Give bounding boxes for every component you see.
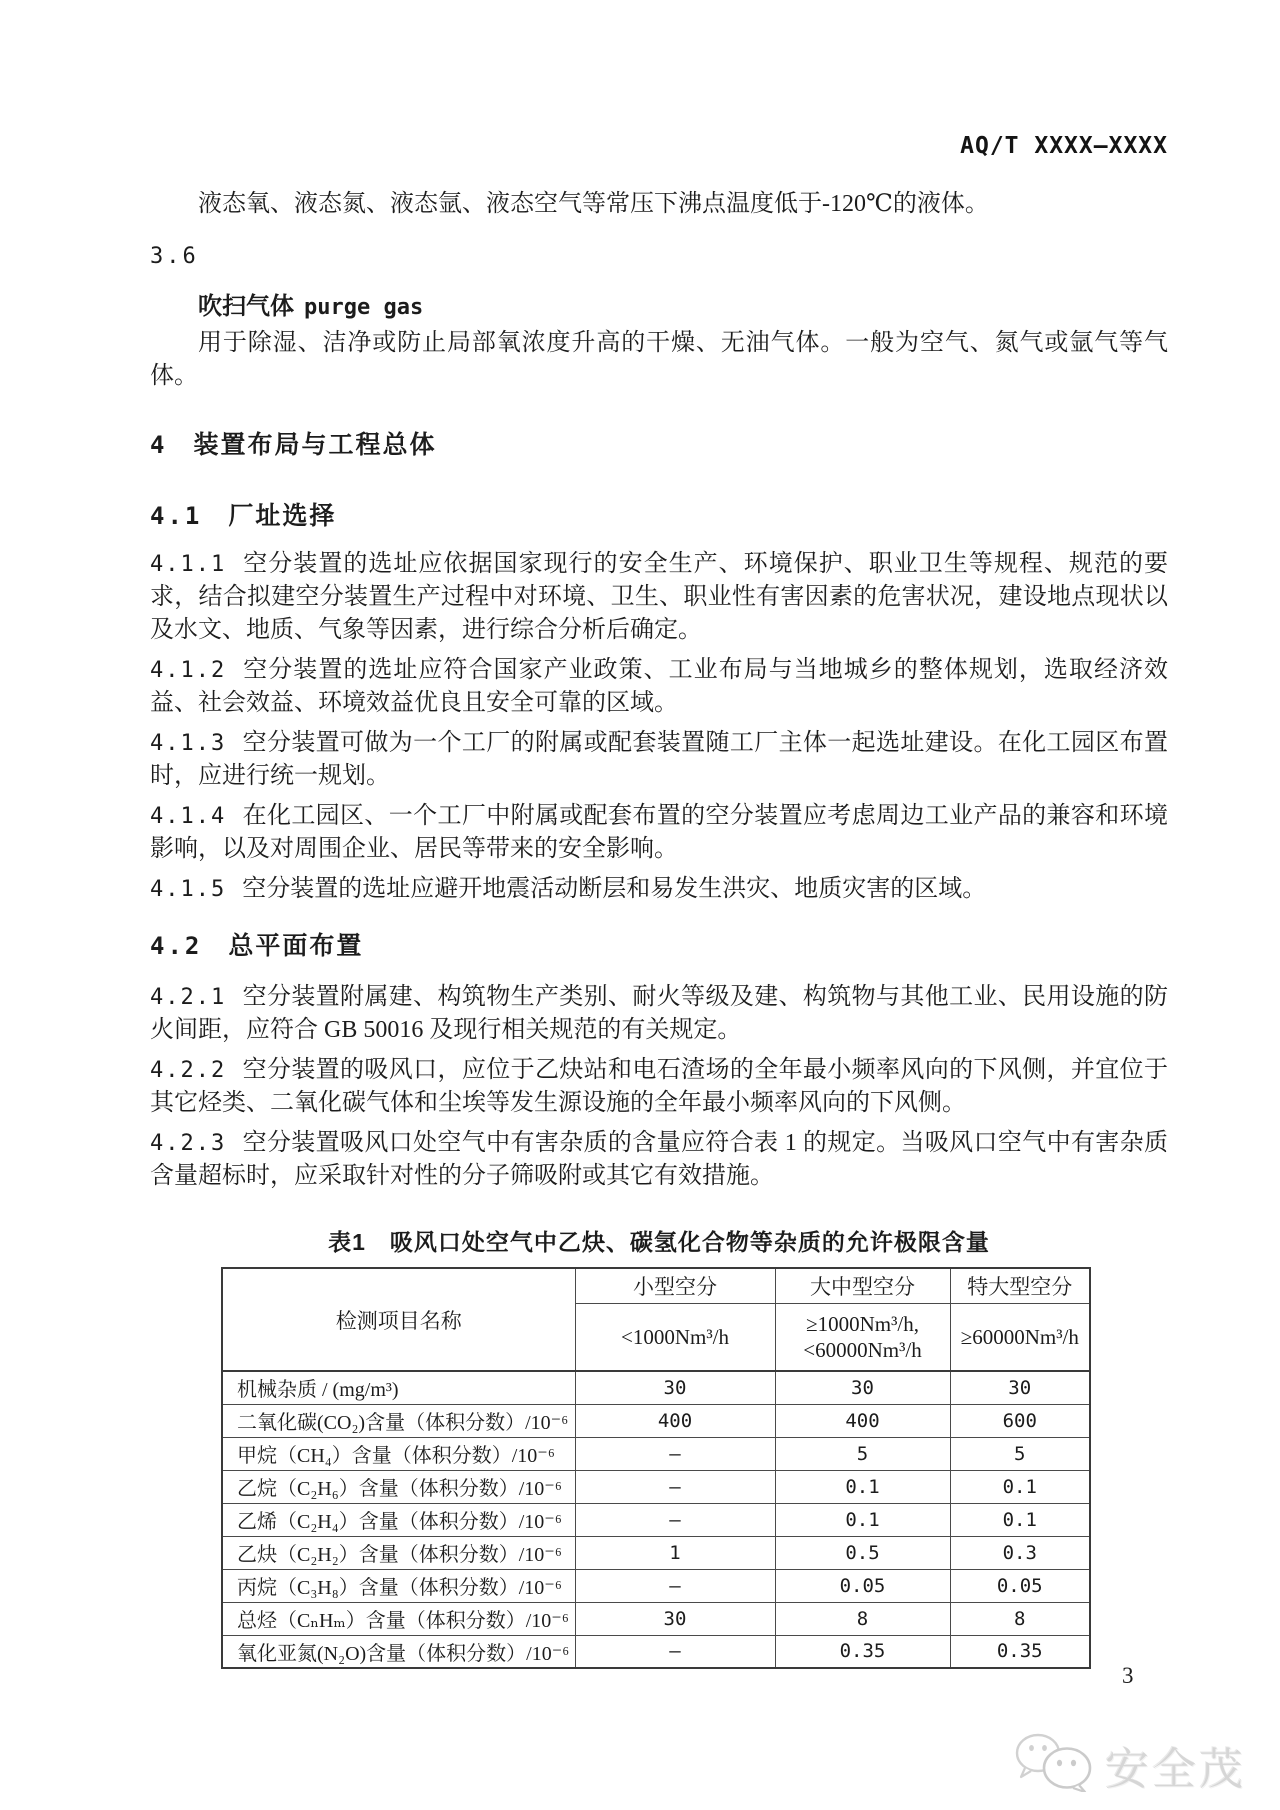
clause-number: 4.1.3	[150, 731, 227, 756]
row-value-medium: 0.05	[775, 1569, 950, 1602]
row-value-xlarge: 30	[950, 1371, 1090, 1404]
row-item-label: 丙烷（C₃H₈）含量（体积分数）/10⁻⁶	[222, 1569, 575, 1602]
row-value-medium: 8	[775, 1602, 950, 1635]
row-value-medium: 0.5	[775, 1536, 950, 1569]
row-item-label: 乙烯（C₂H₄）含量（体积分数）/10⁻⁶	[222, 1503, 575, 1536]
clause-text: 在化工园区、一个工厂中附属或配套布置的空分装置应考虑周边工业产品的兼容和环境影响，以及对周围企业、居民等带来的安全影响。	[150, 803, 1168, 862]
table-header	[222, 1268, 1090, 1371]
clause-4-1-1	[150, 548, 1168, 647]
column-header-small: 小型空分	[575, 1268, 775, 1303]
row-item-label: 乙炔（C₂H₂）含量（体积分数）/10⁻⁶	[222, 1536, 575, 1569]
term-line	[150, 290, 1168, 324]
clause-number: 4.1.1	[150, 552, 227, 577]
row-value-small: –	[575, 1635, 775, 1668]
row-value-xlarge: 0.1	[950, 1470, 1090, 1503]
clause-text: 空分装置的选址应依据国家现行的安全生产、环境保护、职业卫生等规程、规范的要求，结合拟建空分装置生产过程中对环境、卫生、职业性有害因素的危害状况，建设地点现状以及水文、地质、气象等因素，进行综合分析后确定。	[150, 551, 1168, 643]
section-4-1-heading	[150, 498, 1168, 535]
clause-3-6-number: 3.6	[150, 244, 199, 269]
table-row	[222, 1635, 1090, 1668]
table-row	[222, 1569, 1090, 1602]
row-value-medium: 0.1	[775, 1470, 950, 1503]
table-row	[222, 1470, 1090, 1503]
clause-4-1-2	[150, 654, 1168, 720]
clause-text: 空分装置的选址应符合国家产业政策、工业布局与当地城乡的整体规划，选取经济效益、社会效益、环境效益优良且安全可靠的区域。	[150, 657, 1168, 716]
table-1-impurity-limits	[221, 1267, 1091, 1669]
row-value-xlarge: 600	[950, 1404, 1090, 1437]
clause-4-2-2	[150, 1054, 1168, 1120]
clause-number: 4.1.4	[150, 804, 227, 829]
row-item-label: 乙烷（C₂H₆）含量（体积分数）/10⁻⁶	[222, 1470, 575, 1503]
chapter-4-heading	[150, 427, 1168, 464]
row-value-medium: 5	[775, 1437, 950, 1470]
row-item-label: 二氧化碳(CO₂)含量（体积分数）/10⁻⁶	[222, 1404, 575, 1437]
range-xlarge: ≥60000Nm³/h	[950, 1303, 1090, 1371]
row-value-medium: 400	[775, 1404, 950, 1437]
range-medium-line2: <60000Nm³/h	[803, 1337, 922, 1362]
table-header-row-types	[222, 1268, 1090, 1303]
clause-text: 空分装置附属建、构筑物生产类别、耐火等级及建、构筑物与其他工业、民用设施的防火间距，应符合 GB 50016 及现行相关规范的有关规定。	[150, 984, 1168, 1043]
wechat-bubbles-icon	[1011, 1730, 1097, 1799]
row-value-xlarge: 0.1	[950, 1503, 1090, 1536]
row-value-xlarge: 8	[950, 1602, 1090, 1635]
row-value-small: 30	[575, 1602, 775, 1635]
term-name-zh: 吹扫气体	[198, 293, 294, 320]
range-medium-line1: ≥1000Nm³/h,	[806, 1311, 919, 1336]
clause-4-1-4	[150, 800, 1168, 866]
clause-4-2-1	[150, 981, 1168, 1047]
watermark-text: 安全茂	[1105, 1744, 1246, 1794]
section-4-2-heading	[150, 928, 1168, 965]
table-body	[222, 1371, 1090, 1668]
table-row	[222, 1404, 1090, 1437]
section-number: 4.1	[150, 502, 203, 530]
row-value-small: –	[575, 1503, 775, 1536]
doc-code-header: AQ/T XXXX—XXXX	[960, 133, 1168, 159]
clause-text: 空分装置可做为一个工厂的附属或配套装置随工厂主体一起选址建设。在化工园区布置时，应进行统一规划。	[150, 730, 1168, 789]
term-definition-paragraph: 用于除湿、洁净或防止局部氧浓度升高的干燥、无油气体。一般为空气、氮气或氩气等气体。	[150, 330, 1168, 389]
term-name-en: purge gas	[304, 295, 424, 320]
table-row	[222, 1602, 1090, 1635]
clause-number: 4.2.1	[150, 985, 227, 1010]
row-value-small: –	[575, 1470, 775, 1503]
clause-number: 4.1.5	[150, 877, 227, 902]
row-value-medium: 30	[775, 1371, 950, 1404]
column-header-item: 检测项目名称	[222, 1268, 575, 1371]
clause-number: 4.2.3	[150, 1131, 227, 1156]
clause-text: 空分装置吸风口处空气中有害杂质的含量应符合表 1 的规定。当吸风口空气中有害杂质含量超标时，应采取针对性的分子筛吸附或其它有效措施。	[150, 1130, 1168, 1189]
row-item-label: 机械杂质 / (mg/m³)	[222, 1371, 575, 1404]
range-medium	[775, 1303, 950, 1371]
table-row	[222, 1536, 1090, 1569]
liquid-definition-paragraph: 液态氧、液态氮、液态氩、液态空气等常压下沸点温度低于-120℃的液体。	[198, 191, 989, 217]
row-item-label: 氧化亚氮(N₂O)含量（体积分数）/10⁻⁶	[222, 1635, 575, 1668]
section-number: 4.2	[150, 932, 203, 960]
table-1-caption: 表1 吸风口处空气中乙炔、碳氢化合物等杂质的允许极限含量	[328, 1229, 990, 1255]
clause-4-1-3	[150, 727, 1168, 793]
table-row	[222, 1437, 1090, 1470]
clause-text: 空分装置的选址应避开地震活动断层和易发生洪灾、地质灾害的区域。	[242, 876, 987, 902]
clause-4-2-3	[150, 1127, 1168, 1193]
row-value-small: –	[575, 1569, 775, 1602]
range-small: <1000Nm³/h	[575, 1303, 775, 1371]
row-value-small: 30	[575, 1371, 775, 1404]
row-item-label: 总烃（CₙHₘ）含量（体积分数）/10⁻⁶	[222, 1602, 575, 1635]
chapter-number: 4	[150, 431, 168, 459]
clause-number: 4.1.2	[150, 658, 227, 683]
table-row	[222, 1503, 1090, 1536]
clause-number: 4.2.2	[150, 1058, 227, 1083]
column-header-medium: 大中型空分	[775, 1268, 950, 1303]
table-row	[222, 1371, 1090, 1404]
page-number: 3	[1122, 1663, 1134, 1688]
row-item-label: 甲烷（CH₄）含量（体积分数）/10⁻⁶	[222, 1437, 575, 1470]
row-value-medium: 0.1	[775, 1503, 950, 1536]
clause-text: 空分装置的吸风口，应位于乙炔站和电石渣场的全年最小频率风向的下风侧，并宜位于其它烃类、二氧化碳气体和尘埃等发生源设施的全年最小频率风向的下风侧。	[150, 1057, 1168, 1116]
chapter-title: 装置布局与工程总体	[193, 431, 437, 459]
row-value-xlarge: 0.3	[950, 1536, 1090, 1569]
row-value-small: 1	[575, 1536, 775, 1569]
row-value-small: 400	[575, 1404, 775, 1437]
section-title: 总平面布置	[228, 932, 364, 960]
section-title: 厂址选择	[228, 502, 337, 530]
row-value-medium: 0.35	[775, 1635, 950, 1668]
row-value-small: –	[575, 1437, 775, 1470]
row-value-xlarge: 5	[950, 1437, 1090, 1470]
row-value-xlarge: 0.35	[950, 1635, 1090, 1668]
clause-4-1-5	[150, 873, 1168, 906]
row-value-xlarge: 0.05	[950, 1569, 1090, 1602]
column-header-xlarge: 特大型空分	[950, 1268, 1090, 1303]
watermark	[1011, 1730, 1246, 1799]
